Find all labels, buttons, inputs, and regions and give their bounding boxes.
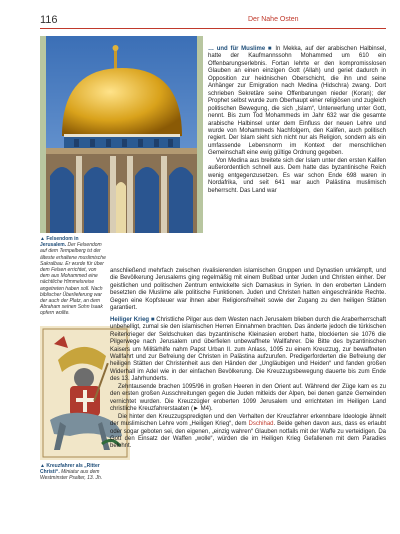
paragraph-6-rest: . Beide gehen davon aus, dass es erlaubt oder sogar geboten sei, den eigenen, „einzig wahren“ Glauben notfalls mit der Waffe zu verteidigen. Da Gott den Einsatz der Waffen „wolle“, würden die im Heiligen Krieg Gefallenen mit dem Paradies belohnt. bbox=[110, 421, 386, 450]
square-bullet-icon: ■ bbox=[267, 46, 273, 52]
figure1-caption bbox=[40, 236, 106, 317]
full-width-text bbox=[110, 268, 386, 451]
section-heading-holy-war: Heiliger Krieg bbox=[110, 316, 150, 323]
page-number: 116 bbox=[40, 14, 58, 26]
figure2-caption-marker: ▲ bbox=[40, 463, 45, 469]
figure2-caption bbox=[40, 463, 106, 482]
paragraph-3: anschließend mehrfach zwischen rivalisierenden islamischen Gruppen und Dynastien umkämpft, und die Bevölkerung Jerusalems ging regelmäßig mit einem Bußbad unter Juden und Christen einher. Der geistlichen und politischen Zentrum entwickelte sich Damaskus in Syrien. In den eroberten Ländern besetzten die Muslime alle politische Funktionen. Juden und Christen hatten eingeschränkte Rechte. Gegen eine Kopfsteuer war ihnen aber Religionsfreiheit sowie der Zugang zu den heiligen Stätten garantiert. bbox=[110, 268, 386, 312]
section-heading-muslims: … und für Muslime bbox=[208, 46, 266, 52]
figure1-caption-title: Felsendom in Jerusalem. bbox=[40, 236, 79, 249]
figure2-caption-title: Kreuzfahrer als „Ritter Christi“. bbox=[40, 463, 100, 476]
figure2-caption-text: Miniatur aus dem Westminster Psalter, 13. Jh. bbox=[40, 469, 103, 482]
dome-of-the-rock-illustration bbox=[40, 36, 203, 233]
header-rule bbox=[40, 28, 386, 29]
dome-of-the-rock-photo bbox=[40, 36, 203, 233]
paragraph-1: In Mekka, auf der arabischen Halbinsel, hatte der Kaufmannssohn Mohammed um 610 ein Offenbarungserlebnis. Fortan lehrte er den kompromisslosen Glauben an einen einzigen Gott (Allah) und geriet dadurch in Opposition zur heidnischen Oberschicht, die ihn und seine Anhänger zur Emigration nach Medina (Hidschra) zwang. Dort schrieben Sekretäre seine Offenbarungen nieder (Koran); der Prophet selbst wurde zum Oberhaupt einer religiösen und zugleich politischen Bewegung, die sich „Islam“, Unterwerfung unter Gott, nennt. Bis zum Tod Mohammeds im Jahr 632 war die gesamte arabische Halbinsel unter dem Einfluss der neuen Lehre und wurde von Mohammeds Nachfolgern, den Kalifen, auch politisch regiert. Der Islam sieht sich nicht nur als Religion, sondern als ein umfassende Lebensnorm im Kontext der menschlichen Gemeinschaft eine ewig gültige Ordnung gegeben. bbox=[208, 46, 387, 157]
chapter-title: Der Nahe Osten bbox=[248, 16, 299, 23]
dschihad-link[interactable]: Dschihad bbox=[248, 421, 274, 428]
right-column-text bbox=[208, 46, 386, 195]
paragraph-4: Christliche Pilger aus dem Westen nach Jerusalem blieben durch die Araberherrschaft unbehelligt, zumal sie den islamischen Herren Einnahmen brachten. Das änderte jedoch die türkischen Reiterkrieger der Seldschuken das byzantinische Kleinasien erobert hatte, blockierten sie 1076 die Pilgerwege nach Jerusalem und überfielen unbewaffnete Wallfahrer. Die Bitte des byzantinischen Kaisers um Militärhilfe nahm Papst Urban II. zum Anlass, 1095 zu einem Kreuzzug, zur bewaffneten Wallfahrt und zur Befreiung der Christen in Palästina aufzurufen. Predigerforderten die Befreiung der heiligen Stätten der Christenheit aus den Händen der „Ungläubigen und Heiden“ und fanden großen Widerhall im Adel wie in der einfachen Bevölkerung. Die Kreuzzugsbewegung dauerte bis zum Ende des 13. Jahrhunderts. bbox=[110, 316, 387, 383]
figure1-caption-marker: ▲ bbox=[40, 236, 45, 242]
paragraph-2: Von Medina aus breitete sich der Islam unter den ersten Kalifen außerordentlich schnell aus. Dem hatte das byzantinische Reich wenig entgegenzusetzen. Es war schon Ende 698 waren in Nordafrika, und seit 641 war auch Palästina muslimisch beherrscht. Das Land war bbox=[208, 157, 386, 194]
paragraph-5: Zehntausende brachen 1095/96 in großen Heeren in den Orient auf. Während der Züge kam es zu den ersten großen Ausschreitungen gegen die Juden mitleids der Alpen, bei denen ganze Gemeinden vernichtet wurden. Die Kreuzzügler eroberten 1099 Jerusalem und errichteten im Heiligen Land christliche Kreuzfahrerstaaten (► M4). bbox=[110, 383, 386, 413]
figure1-caption-text: Der Felsendom auf dem Tempelberg ist der älteste erhaltene muslimische Sakralbau. Er wurde für über dem Felsen errichtet, von dem aus Mohammed eine nächtliche Himmelsreise angetreten haben soll. Nach biblischer Überlieferung war der auch der Platz, an dem Abraham seinen Sohn Isaak opfern wollte. bbox=[40, 242, 106, 317]
paragraph-6: Die hinter den Kreuzzugspredigten und den Verhalten der Kreuzfahrer erkennbare Ideologie ähnelt der muslimischen Lehre vom „Heiligen Krieg“, dem bbox=[110, 413, 386, 428]
square-bullet-icon: ■ bbox=[150, 316, 155, 323]
